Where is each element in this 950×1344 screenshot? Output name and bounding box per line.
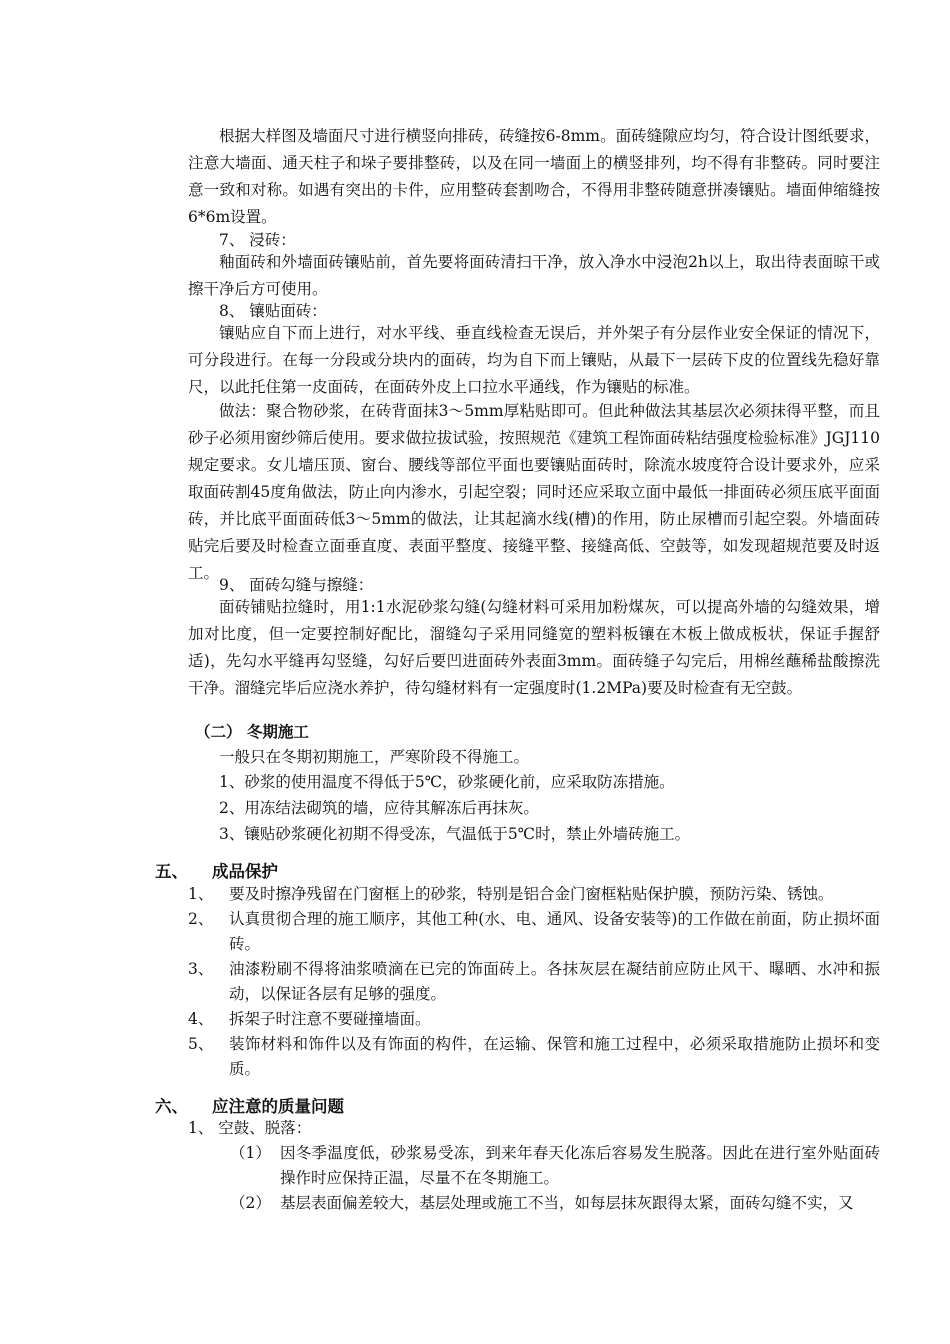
section-six-number: 六、 [155,1097,188,1116]
sub-item-text: 基层表面偏差较大，基层处理或施工不当，如每层抹灰跟得太紧，面砖勾缝不实，又 [280,1194,854,1212]
step8-title: 8、 镶贴面砖： [219,302,327,320]
item-number: 4、 [188,1010,214,1028]
item-text: 油漆粉刷不得将油浆喷滴在已完的饰面砖上。各抹灰层在凝结前应防止风干、曝晒、水冲和振动，以保证各层有足够的强度。 [229,960,880,1003]
step8-text-2: 做法：聚合物砂浆，在砖背面抹3～5mm厚粘贴即可。但此种做法其基层次必须抹得平整，而且砂子必须用窗纱筛后使用。要求做拉拔试验，按照规范《建筑工程饰面砖粘结强度检验标准》JGJ110规定要求。女儿墙压顶、窗台、腰线等部位平面也要镶贴面砖时，除流水坡度符合设计要求外，应采取面砖割45度角做法，防止向内渗水，引起空裂；同时还应采取立面中最低一排面砖必须压底平面面砖，并比底平面面砖低3～5mm的做法，让其起滴水线(槽)的作用，防止尿槽而引起空裂。外墙面砖贴完后要及时检查立面垂直度、表面平整度、接缝平整、接缝高低、空鼓等，如发现超规范要及时返工。 [188,402,880,582]
section-six-title: 应注意的质量问题 [212,1097,344,1116]
sub-item-number: （1） [230,1144,271,1162]
protection-item [188,957,880,1007]
step8-text-1: 镶贴应自下而上进行，对水平线、垂直线检查无误后，并外架子有分层作业安全保证的情况下，可分段进行。在每一分段或分块内的面砖，均为自下而上镶贴，从最下一层砖下皮的位置线先稳好靠尺，以此托住第一皮面砖，在面砖外皮上口拉水平通线，作为镶贴的标准。 [188,324,880,396]
quality-sub-item [230,1191,880,1216]
item-number: 2、 [188,910,214,928]
quality-sub-item [230,1141,880,1191]
step9-title: 9、 面砖勾缝与擦缝： [219,576,374,594]
step7-title: 7、 浸砖： [219,231,296,249]
item-number: 1、 [188,885,214,903]
item-number: 3、 [188,960,214,978]
winter-item-1: 1、砂浆的使用温度不得低于5℃，砂浆硬化前，应采取防冻措施。 [219,773,675,791]
paragraph-layout: 根据大样图及墙面尺寸进行横竖向排砖，砖缝按6-8mm。面砖缝隙应均匀，符合设计图纸要求，注意大墙面、通天柱子和垛子要排整砖，以及在同一墙面上的横竖排列，均不得有非整砖。同时要注意一致和对称。如遇有突出的卡件，应用整砖套割吻合，不得用非整砖随意拼凑镶贴。墙面伸缩缝按6*6m设置。 [188,127,880,226]
winter-title: （二） 冬期施工 [195,722,309,741]
sub-item-number: （2） [230,1194,271,1212]
winter-item-3: 3、镶贴砂浆硬化初期不得受冻，气温低于5℃时，禁止外墙砖施工。 [219,825,691,843]
winter-intro: 一般只在冬期初期施工，严寒阶段不得施工。 [219,748,530,766]
protection-item [188,1032,880,1082]
quality-item-1: 1、 空鼓、脱落： [188,1119,312,1137]
section-five-number: 五、 [155,862,188,881]
protection-item [188,882,880,907]
protection-item [188,907,880,957]
item-text: 装饰材料和饰件以及有饰面的构件，在运输、保管和施工过程中，必须采取措施防止损坏和变质。 [229,1035,880,1078]
item-text: 拆架子时注意不要碰撞墙面。 [229,1010,431,1028]
protection-item [188,1007,880,1032]
item-text: 要及时擦净残留在门窗框上的砂浆，特别是铝合金门窗框粘贴保护膜，预防污染、锈蚀。 [229,885,834,903]
section-five-title: 成品保护 [212,862,278,881]
item-text: 认真贯彻合理的施工顺序，其他工种(水、电、通风、设备安装等)的工作做在前面，防止损坏面砖。 [229,910,880,953]
item-number: 5、 [188,1035,214,1053]
winter-item-2: 2、用冻结法砌筑的墙，应待其解冻后再抹灰。 [219,799,539,817]
step9-text: 面砖铺贴拉缝时，用1:1水泥砂浆勾缝(勾缝材料可采用加粉煤灰，可以提高外墙的勾缝效果，增加对比度，但一定要控制好配比，溜缝勾子采用同缝宽的塑料板镶在木板上做成板状，保证手握舒适)，先勾水平缝再勾竖缝，勾好后要凹进面砖外表面3mm。面砖缝子勾完后，用棉丝蘸稀盐酸擦洗干净。溜缝完毕后应浇水养护，待勾缝材料有一定强度时(1.2MPa)要及时检查有无空鼓。 [188,598,880,697]
step7-text: 釉面砖和外墙面砖镶贴前，首先要将面砖清扫干净，放入净水中浸泡2h以上，取出待表面晾干或擦干净后方可使用。 [188,253,880,298]
sub-item-text: 因冬季温度低，砂浆易受冻，到来年春天化冻后容易发生脱落。因此在进行室外贴面砖操作时应保持正温，尽量不在冬期施工。 [280,1144,880,1187]
